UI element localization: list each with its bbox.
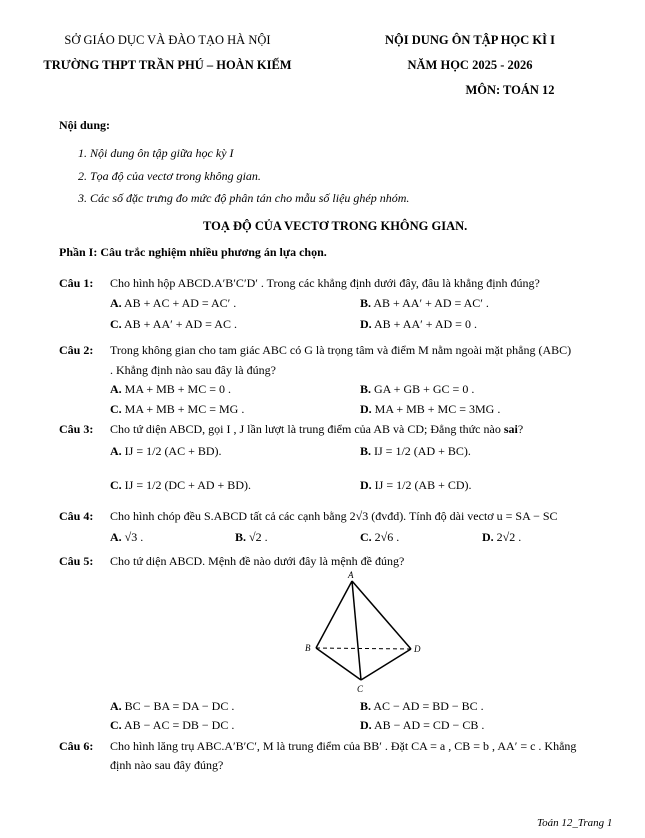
q6-text-line2: định nào sau đây đúng? xyxy=(110,758,224,772)
content-label: Nội dung: xyxy=(59,118,111,132)
q2-option-d: D. MA + MB + MC = 3MG . xyxy=(360,402,501,416)
q1-text: Cho hình hộp ABCD.A′B′C′D′ . Trong các khẳng định dưới đây, đâu là khẳng định đúng? xyxy=(110,276,540,290)
edge-bc xyxy=(316,648,361,680)
q2-option-c: C. MA + MB + MC = MG . xyxy=(110,402,245,416)
edge-bd-hidden xyxy=(316,648,411,649)
part-title: Phần I: Câu trắc nghiệm nhiều phương án lựa chọn. xyxy=(59,245,327,259)
school-year: NĂM HỌC 2025 - 2026 xyxy=(407,58,533,72)
q4-option-b: B. √2 . xyxy=(235,530,268,544)
tetrahedron-figure xyxy=(296,568,432,696)
q2-text-line2: . Khẳng định nào sau đây là đúng? xyxy=(110,363,276,377)
q1-option-c: C. AB + AA′ + AD = AC . xyxy=(110,317,237,331)
q5-option-a: A. BC − BA = DA − DC . xyxy=(110,699,235,713)
label-b: B xyxy=(305,643,311,653)
q4-label: Câu 4: xyxy=(59,509,94,523)
content-item-2: 2. Tọa độ của vectơ trong không gian. xyxy=(78,169,261,183)
label-c: C xyxy=(357,684,364,694)
q2-option-b: B. GA + GB + GC = 0 . xyxy=(360,382,475,396)
q6-text-line1: Cho hình lăng trụ ABC.A′B′C′, M là trung điểm của BB′ . Đặt CA = a , CB = b , AA′ = c . Khẳng xyxy=(110,739,577,753)
edge-ac xyxy=(352,581,361,680)
q3-text: Cho tứ diện ABCD, gọi I , J lần lượt là trung điểm của AB và CD; Đẳng thức nào sai? xyxy=(110,422,524,436)
department-name: SỞ GIÁO DỤC VÀ ĐÀO TẠO HÀ NỘI xyxy=(64,33,271,47)
q2-option-a: A. MA + MB + MC = 0 . xyxy=(110,382,231,396)
section-title: TOẠ ĐỘ CỦA VECTƠ TRONG KHÔNG GIAN. xyxy=(203,219,468,233)
edge-dc xyxy=(361,649,411,680)
edge-ab xyxy=(316,581,352,648)
q5-label: Câu 5: xyxy=(59,554,94,568)
q3-label: Câu 3: xyxy=(59,422,94,436)
q3-option-d: D. IJ = 1/2 (AB + CD). xyxy=(360,478,472,492)
q5-option-b: B. AC − AD = BD − BC . xyxy=(360,699,484,713)
label-d: D xyxy=(414,644,421,654)
edge-ad xyxy=(352,581,411,649)
q5-option-c: C. AB − AC = DB − DC . xyxy=(110,718,235,732)
q2-label: Câu 2: xyxy=(59,343,94,357)
label-a: A xyxy=(348,570,354,580)
q5-option-d: D. AB − AD = CD − CB . xyxy=(360,718,485,732)
content-item-1: 1. Nội dung ôn tập giữa học kỳ I xyxy=(78,146,234,160)
q4-option-c: C. 2√6 . xyxy=(360,530,400,544)
content-item-3: 3. Các số đặc trưng đo mức độ phân tán cho mẫu số liệu ghép nhóm. xyxy=(78,191,410,205)
q1-label: Câu 1: xyxy=(59,276,94,290)
q3-option-c: C. IJ = 1/2 (DC + AD + BD). xyxy=(110,478,251,492)
q1-option-b: B. AB + AA′ + AD = AC′ . xyxy=(360,296,489,310)
q6-label: Câu 6: xyxy=(59,739,94,753)
q4-option-a: A. √3 . xyxy=(110,530,144,544)
page-footer: Toán 12_Trang 1 xyxy=(537,817,613,829)
doc-title: NỘI DUNG ÔN TẬP HỌC KÌ I xyxy=(385,33,555,47)
subject: MÔN: TOÁN 12 xyxy=(465,83,555,97)
q3-option-a: A. IJ = 1/2 (AC + BD). xyxy=(110,444,222,458)
q1-option-d: D. AB + AA′ + AD = 0 . xyxy=(360,317,477,331)
q5-text: Cho tứ diện ABCD. Mệnh đề nào dưới đây là mệnh đề đúng? xyxy=(110,554,405,568)
school-name: TRƯỜNG THPT TRẦN PHÚ – HOÀN KIẾM xyxy=(43,58,292,72)
q4-text: Cho hình chóp đều S.ABCD tất cả các cạnh bằng 2√3 (đvđd). Tính độ dài vectơ u = SA − SC xyxy=(110,509,558,523)
q3-option-b: B. IJ = 1/2 (AD + BC). xyxy=(360,444,471,458)
q4-option-d: D. 2√2 . xyxy=(482,530,522,544)
q1-option-a: A. AB + AC + AD = AC′ . xyxy=(110,296,237,310)
q2-text-line1: Trong không gian cho tam giác ABC có G là trọng tâm và điểm M nằm ngoài mặt phẳng (ABC) xyxy=(110,343,572,357)
